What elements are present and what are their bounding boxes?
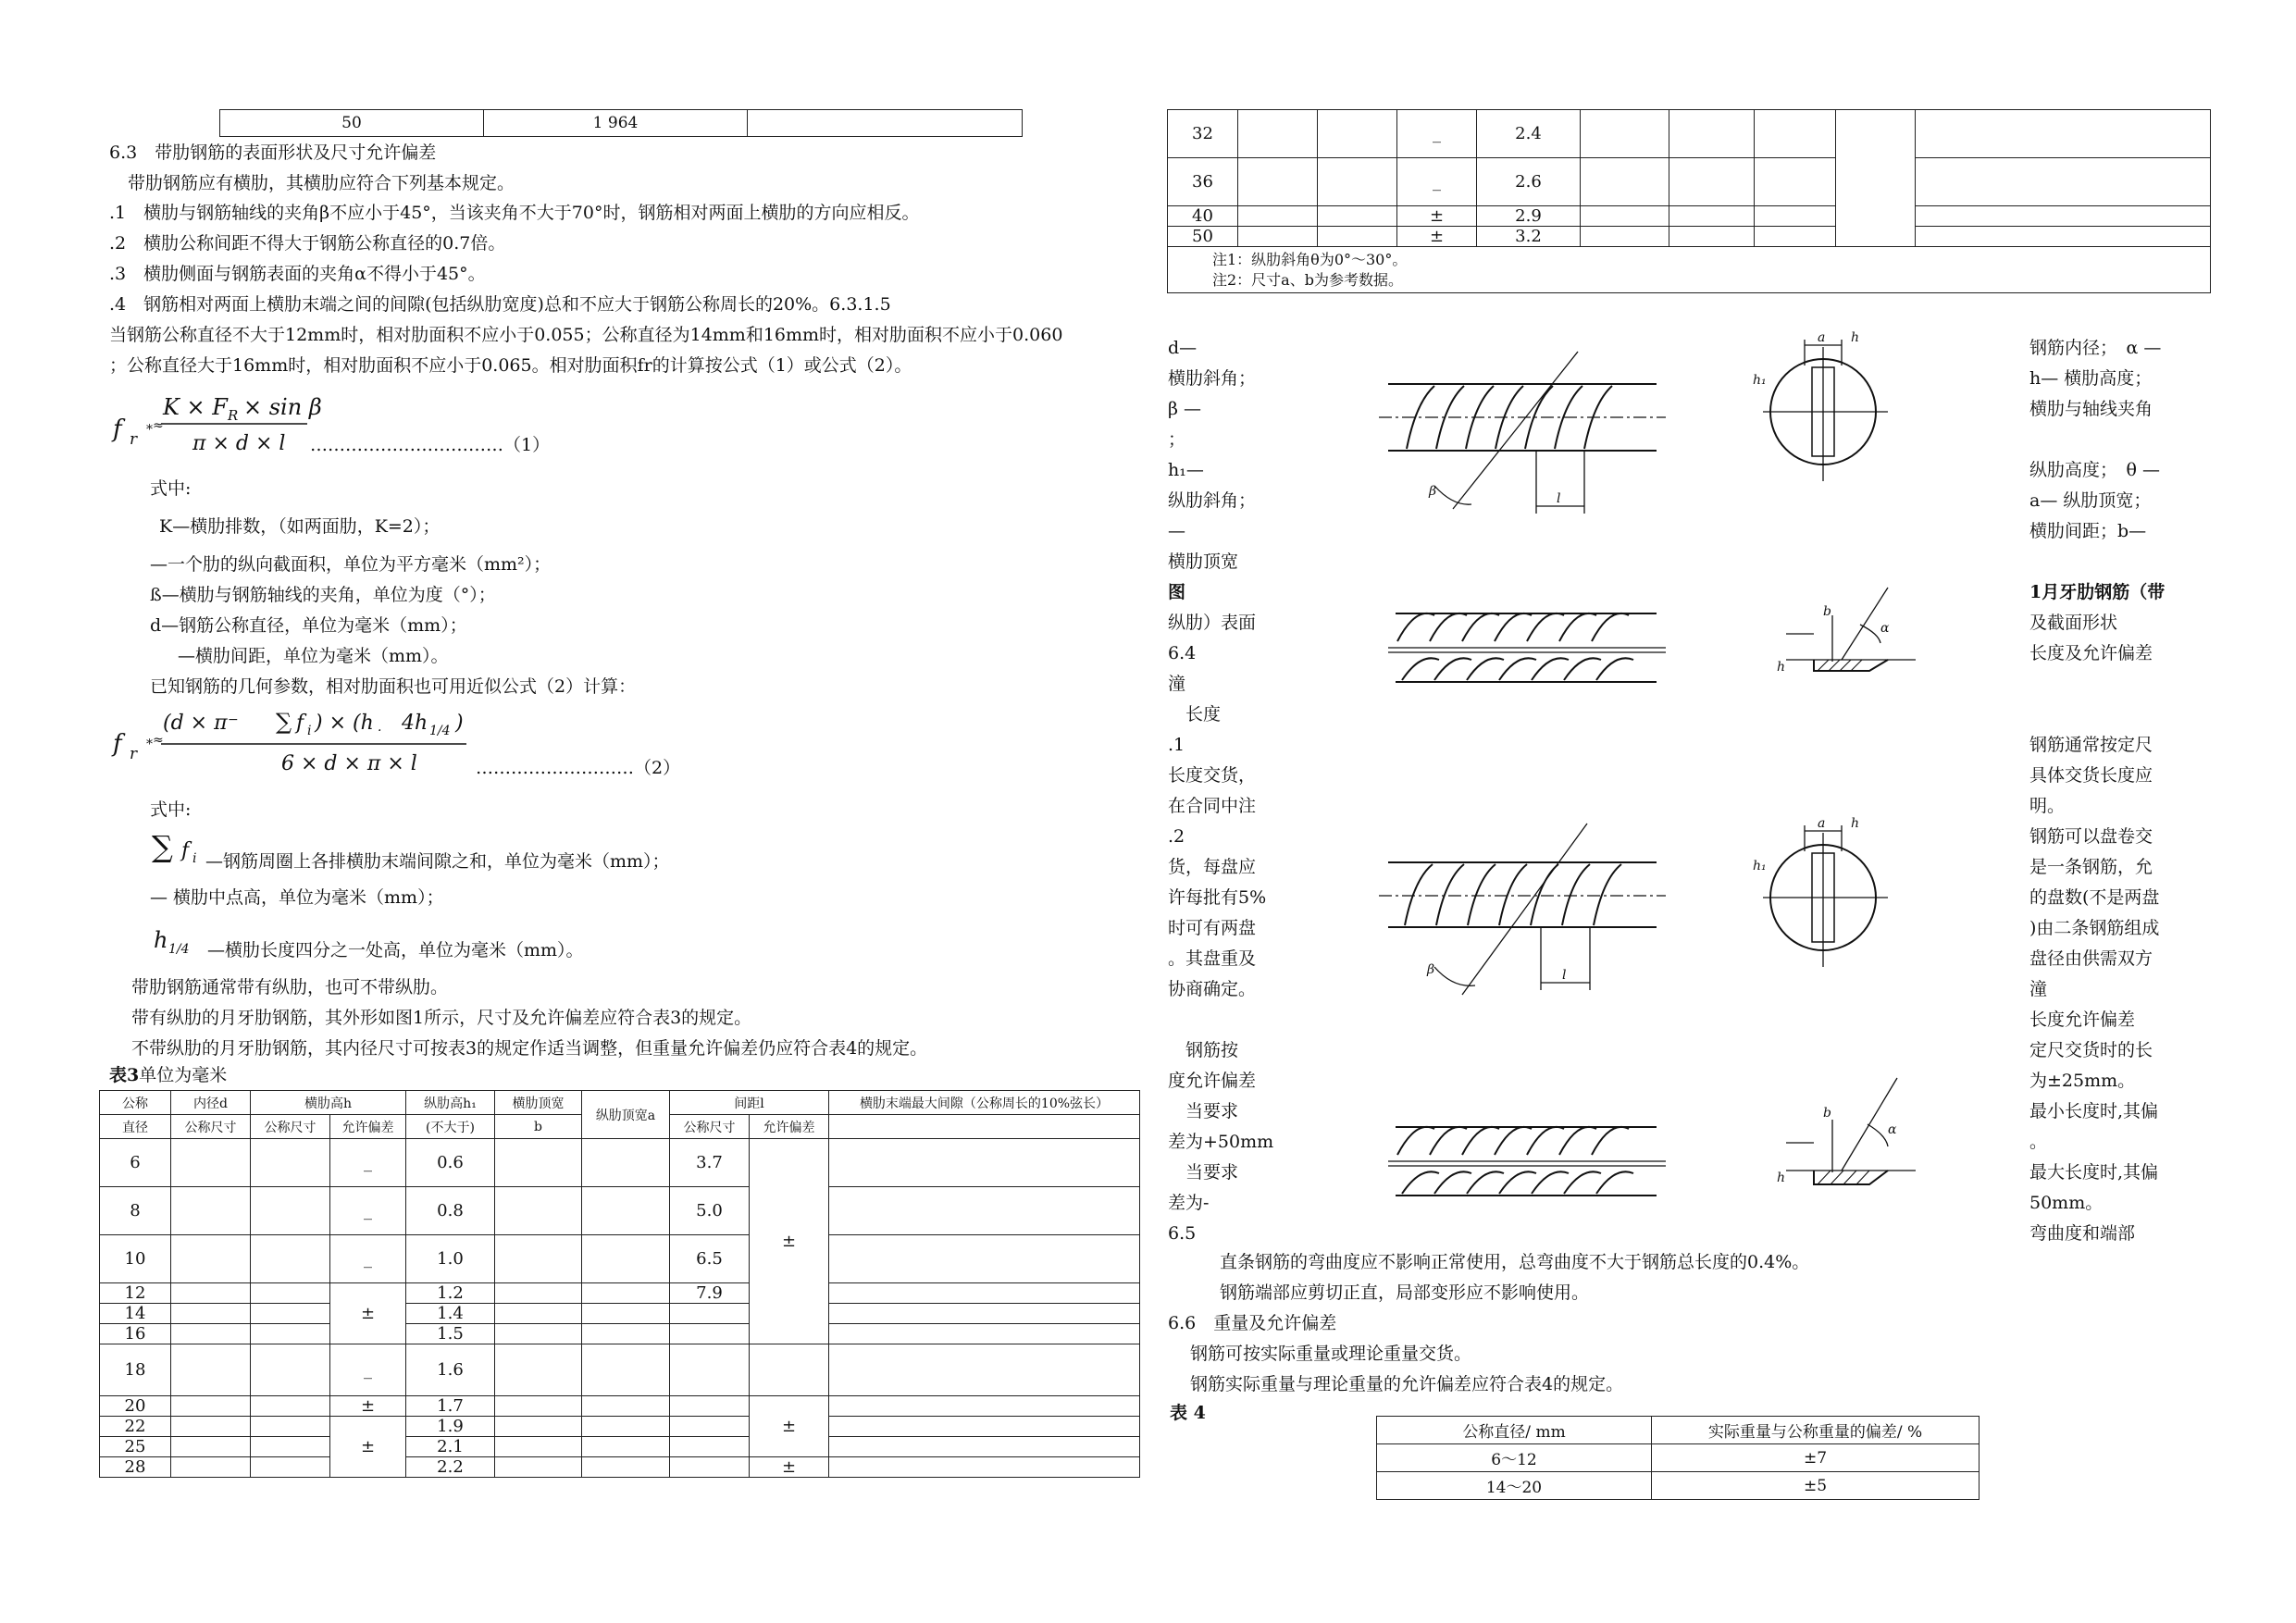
header-cell: 横肋高h [251,1091,406,1115]
def-h14: —横肋长度四分之一处高，单位为毫米（mm）。 [207,940,584,960]
svg-text:f: f [113,730,122,758]
cell: ± [750,1457,829,1478]
cell: 25 [100,1437,171,1457]
header-cell: 允许偏差 [330,1115,406,1139]
column-line: 1月牙肋钢筋（带 [2029,582,2166,602]
paragraph-6-6-b: 钢筋实际重量与理论重量的允许偏差应符合表4的规定。 [1190,1374,1624,1394]
cell: 32 [1168,110,1238,158]
cell: _ [330,1344,406,1396]
svg-text:h: h [154,927,168,953]
svg-text:r: r [130,745,138,763]
where-label: 式中: [150,799,192,820]
formula-2 [109,705,498,779]
table-row [100,1283,1140,1304]
column-line: 弯曲度和端部 [2029,1223,2136,1244]
svg-text:f: f [296,712,304,735]
cell: 2.6 [1477,158,1581,206]
rib-profile-2 [1777,1069,1925,1217]
table-3-unit: 单位为毫米 [139,1065,228,1085]
table-row [100,1457,1140,1478]
cell: 50 [1168,227,1238,247]
cell: 2.1 [406,1437,495,1457]
column-line: 长度允许偏差 [2029,1010,2136,1030]
svg-text:h: h [1851,330,1860,345]
svg-text:π × d × l: π × d × l [192,432,286,455]
column-line: 图 [1168,582,1186,602]
svg-text:h: h [1851,816,1860,831]
header-cell: 公称尺寸 [171,1115,251,1139]
cell: ± [1397,227,1477,247]
rule-3: .3 横肋侧面与钢筋表面的夹角α不得小于45°。 [109,264,486,284]
table-row [1377,1472,1980,1500]
rule-4: .4 钢筋相对两面上横肋末端之间的间隙(包括纵肋宽度)总和不应大于钢筋公称周长的20%。6.3.1.5 [109,294,891,315]
table-row [1168,110,2211,158]
column-line: 的盘数(不是两盘 [2029,887,2160,908]
header-cell: 公称尺寸 [670,1115,750,1139]
svg-text:β: β [1427,962,1435,977]
svg-text:1/4: 1/4 [168,942,190,957]
cell: ± [750,1396,829,1457]
table-row [100,1437,1140,1457]
column-line: h₁— [1168,460,1204,480]
column-line [2029,547,2215,577]
table-row [100,1417,1140,1437]
figure-text-column-left [1168,333,1279,1249]
column-line: β — [1168,399,1202,419]
rule-5: 当钢筋公称直径不大于12mm时，相对肋面积不应小于0.055；公称直径为14mm和16mm时，相对肋面积不应小于0.060 [109,325,1063,345]
cell: _ [1397,110,1477,158]
svg-text:l: l [1557,491,1561,506]
header-cell: 间距l [670,1091,829,1115]
column-line: 差为- [1168,1193,1210,1213]
paragraph-6-5-b: 钢筋端部应剪切正直，局部变形应不影响使用。 [1220,1282,1590,1303]
table-3 [99,1090,1140,1478]
column-line: 长度及允许偏差 [2029,643,2153,663]
column-line: 度允许偏差 [1168,1071,1257,1091]
svg-text:∑: ∑ [276,709,292,735]
cell: 2.9 [1477,206,1581,227]
top-continuation-table [219,109,1023,137]
def-fr: —一个肋的纵向截面积，单位为平方毫米（mm²）； [150,554,552,575]
def-beta: ß—横肋与钢筋轴线的夹角，单位为度（°）； [150,585,496,605]
rule-1: .1 横肋与钢筋轴线的夹角β不应小于45°，当该夹角不大于70°时，钢筋相对两面上横肋的方向应相反。 [109,203,920,223]
svg-text:h₁: h₁ [1753,373,1767,388]
rule-6: ；公称直径大于16mm时，相对肋面积不应小于0.065。相对肋面积fr的计算按公式（1）或公式（2）。 [109,355,912,376]
header-cell: 公称 [100,1091,171,1115]
header-cell: b [495,1115,582,1139]
cell: ± [330,1396,406,1417]
cell: 14 [100,1304,171,1324]
cell: _ [1397,158,1477,206]
paragraph-6-5-a: 直条钢筋的弯曲度应不影响正常使用，总弯曲度不大于钢筋总长度的0.4%。 [1220,1252,1810,1272]
table-3-caption [109,1061,227,1086]
rebar-side-view-3 [1379,805,1675,1009]
header-cell: 横肋顶宽 [495,1091,582,1115]
cell: 40 [1168,206,1238,227]
cell: 1.4 [406,1304,495,1324]
rebar-side-view-1 [1379,347,1675,532]
cell: 6.5 [670,1235,750,1283]
cell: 3.7 [670,1139,750,1187]
cell: 7.9 [670,1283,750,1304]
column-line: 横肋顶宽 [1168,551,1239,572]
column-line: 横肋斜角； [1168,368,1257,389]
svg-text:α: α [1888,1122,1897,1137]
svg-text:h: h [1777,660,1786,675]
column-line: 当要求 [1168,1101,1239,1121]
cell: 12 [100,1283,171,1304]
column-line: 钢筋可以盘卷交 [2029,826,2153,847]
def-k: K—横肋排数，（如两面肋，K=2）； [159,516,441,537]
column-line: 。 [2029,1132,2048,1152]
formula-2-number: ………………………（2） [476,758,681,778]
cell: 6 [100,1139,171,1187]
table-row [100,1139,1140,1187]
rebar-cross-section-2 [1749,814,1906,972]
table-4-caption: 表 4 [1170,1403,1206,1423]
table-row [1377,1444,1980,1472]
column-line: 6.4 [1168,643,1197,663]
column-line: ； [1168,429,1186,450]
h14-symbol [152,918,207,959]
svg-text:r: r [130,430,138,449]
cell [748,110,1023,137]
column-line: 。其盘重及 [1168,948,1257,969]
svg-text:1/4: 1/4 [429,724,451,738]
section-6-3-title: 6.3 带肋钢筋的表面形状及尺寸允许偏差 [109,142,437,163]
paragraph: 带肋钢筋通常带有纵肋，也可不带纵肋。 [131,977,449,997]
header-cell: 纵肋顶宽a [582,1091,670,1139]
cell: 8 [100,1187,171,1235]
svg-text:(d × π: (d × π [163,712,228,735]
svg-text:6 × d × π × l: 6 × d × π × l [281,752,417,775]
table-row [100,1187,1140,1235]
svg-text:h₁: h₁ [1753,859,1767,873]
column-line: 最大长度时,其偏 [2029,1162,2159,1183]
rebar-side-view-4 [1379,1092,1675,1221]
cell: 1.6 [406,1344,495,1396]
cell: 6～12 [1377,1444,1652,1472]
svg-text:) × (h: ) × (h [315,712,374,735]
table-row [1168,158,2211,206]
table-row [100,1344,1140,1396]
column-line: 纵肋高度； θ — [2029,460,2160,480]
cell: 1.0 [406,1235,495,1283]
header-cell: 实际重量与公称重量的偏差/ % [1652,1417,1980,1444]
header-cell: 允许偏差 [750,1115,829,1139]
rebar-side-view-2 [1379,578,1675,708]
cell: ±5 [1652,1472,1980,1500]
cell: 0.6 [406,1139,495,1187]
column-line: 6.5 [1168,1223,1197,1244]
column-line [1168,1005,1279,1035]
column-line: 及截面形状 [2029,613,2118,633]
svg-text:l: l [1562,968,1567,983]
cell: _ [330,1187,406,1235]
header-cell [829,1115,1140,1139]
column-line: 长度 [1168,704,1222,725]
cell: 20 [100,1396,171,1417]
cell: 5.0 [670,1187,750,1235]
cell: 10 [100,1235,171,1283]
column-line: h— 横肋高度； [2029,368,2153,389]
where-label: 式中: [150,478,192,499]
svg-text:a: a [1818,330,1826,345]
cell: _ [330,1235,406,1283]
column-line: 为±25mm。 [2029,1071,2136,1091]
def-d: d—钢筋公称直径，单位为毫米（mm）； [150,615,467,636]
note-2: 注2：尺寸a、b为参考数据。 [1212,270,1403,289]
paragraph-6-6-a: 钢筋可按实际重量或理论重量交货。 [1190,1344,1472,1364]
column-line: 具体交货长度应 [2029,765,2153,786]
cell: ± [1397,206,1477,227]
paragraph: 不带纵肋的月牙肋钢筋，其内径尺寸可按表3的规定作适当调整，但重量允许偏差仍应符合表4的规定。 [131,1038,928,1059]
column-line: 定尺交货时的长 [2029,1040,2153,1060]
rule-2: .2 横肋公称间距不得大于钢筋公称直径的0.7倍。 [109,233,506,254]
column-line: .2 [1168,826,1185,847]
column-line: 当要求 [1168,1162,1239,1183]
column-line: 横肋与轴线夹角 [2029,399,2153,419]
svg-text:i: i [192,851,197,866]
table-row [1168,227,2211,247]
section-6-6-title: 6.6 重量及允许偏差 [1168,1313,1337,1333]
column-line: — [1168,521,1185,541]
rebar-cross-section-1 [1749,328,1906,486]
def-sum-fi: —钢筋周圈上各排横肋末端间隙之和，单位为毫米（mm）； [205,851,670,872]
column-line: 潼 [2029,979,2048,999]
column-line: 纵肋斜角； [1168,490,1257,511]
note-1: 注1：纵肋斜角θ为0°～30°。 [1212,250,1408,268]
svg-text:f: f [181,839,190,862]
column-line: a— 纵肋顶宽； [2029,490,2152,511]
column-line: 最小长度时,其偏 [2029,1101,2159,1121]
table-row [100,1235,1140,1283]
sum-fi-symbol [150,825,205,866]
svg-text:i: i [307,724,312,738]
table-row [1168,206,2211,227]
notes-row [1168,247,2211,293]
column-line: 许每批有5% [1168,887,1267,908]
def-l: —横肋间距，单位为毫米（mm）。 [178,646,449,666]
column-line: 钢筋内径； α — [2029,338,2162,358]
rib-profile-1 [1777,578,1925,717]
svg-text:a: a [1818,816,1826,831]
cell: 1.5 [406,1324,495,1344]
table-row [100,1396,1140,1417]
table-4 [1376,1416,1980,1500]
svg-text:R: R [228,407,239,424]
column-line: 钢筋通常按定尺 [2029,735,2153,755]
column-line [2029,700,2215,730]
cell: ± [750,1139,829,1344]
svg-text:∑: ∑ [152,829,173,864]
cell: 18 [100,1344,171,1396]
cell: 3.2 [1477,227,1581,247]
cell: 22 [100,1417,171,1437]
svg-text:f: f [113,415,122,443]
formula-1-number: ……………………………（1） [310,435,551,455]
cell: 14～20 [1377,1472,1652,1500]
header-cell: (不大于) [406,1115,495,1139]
cell: 1 964 [484,110,748,137]
svg-text:⁎≈: ⁎≈ [146,418,164,433]
table-row [100,1304,1140,1324]
header-cell: 内径d [171,1091,251,1115]
header-cell: 公称尺寸 [251,1115,330,1139]
column-line: 潼 [1168,674,1186,694]
approx-intro: 已知钢筋的几何参数，相对肋面积也可用近似公式（2）计算： [150,676,637,697]
def-h: — 横肋中点高，单位为毫米（mm）； [150,887,444,908]
table-row [100,1324,1140,1344]
column-line [2029,425,2215,455]
svg-text:−: − [228,712,239,727]
column-line: 在合同中注 [1168,796,1257,816]
column-line [2029,669,2215,700]
figure-text-column-right [2029,333,2215,1249]
column-line: 协商确定。 [1168,979,1257,999]
cell: 16 [100,1324,171,1344]
column-line: 差为+50mm [1168,1132,1274,1152]
cell: 0.8 [406,1187,495,1235]
svg-text:b: b [1823,604,1831,619]
svg-text:β: β [1429,484,1437,499]
column-line: 明。 [2029,796,2066,816]
column-line: 盘径由供需双方 [2029,948,2153,969]
svg-text:b: b [1823,1106,1831,1121]
cell: 36 [1168,158,1238,206]
svg-text:·: · [378,724,382,738]
svg-text:× sin β: × sin β [243,394,322,420]
svg-text:h: h [1777,1171,1786,1185]
svg-text:K × F: K × F [163,394,228,420]
cell: ± [330,1417,406,1478]
column-line: .1 [1168,735,1185,755]
cell: 1.9 [406,1417,495,1437]
cell: 2.2 [406,1457,495,1478]
column-line: 货，每盘应 [1168,857,1257,877]
column-line: )由二条钢筋组成 [2029,918,2160,938]
paragraph: 带肋钢筋应有横肋，其横肋应符合下列基本规定。 [128,173,515,193]
header-cell: 公称直径/ mm [1377,1417,1652,1444]
paragraph: 带有纵肋的月牙肋钢筋，其外形如图1所示，尺寸及允许偏差应符合表3的规定。 [131,1008,752,1028]
svg-text:⁎≈: ⁎≈ [146,733,164,748]
svg-text:): ) [455,712,464,735]
header-cell: 纵肋高h₁ [406,1091,495,1115]
svg-text:α: α [1880,621,1890,636]
column-line: 是一条钢筋，允 [2029,857,2153,877]
cell: 2.4 [1477,110,1581,158]
column-line: 时可有两盘 [1168,918,1257,938]
column-line: 长度交货， [1168,765,1257,786]
header-cell: 横肋末端最大间隙（公称周长的10%弦长） [829,1091,1140,1115]
column-line: 50mm。 [2029,1193,2104,1213]
column-line: 横肋间距；b— [2029,521,2147,541]
column-line: 纵肋）表面 [1168,613,1257,633]
table-3-continued [1167,109,2211,293]
cell: 1.2 [406,1283,495,1304]
cell: 1.7 [406,1396,495,1417]
cell: ±7 [1652,1444,1980,1472]
cell: 28 [100,1457,171,1478]
column-line: 钢筋按 [1168,1040,1239,1060]
table-3-label: 表3 [109,1065,140,1085]
cell: _ [330,1139,406,1187]
header-cell: 直径 [100,1115,171,1139]
column-line: d— [1168,338,1198,358]
cell: ± [330,1283,406,1344]
cell: 50 [220,110,484,137]
svg-text:4h: 4h [402,712,428,735]
